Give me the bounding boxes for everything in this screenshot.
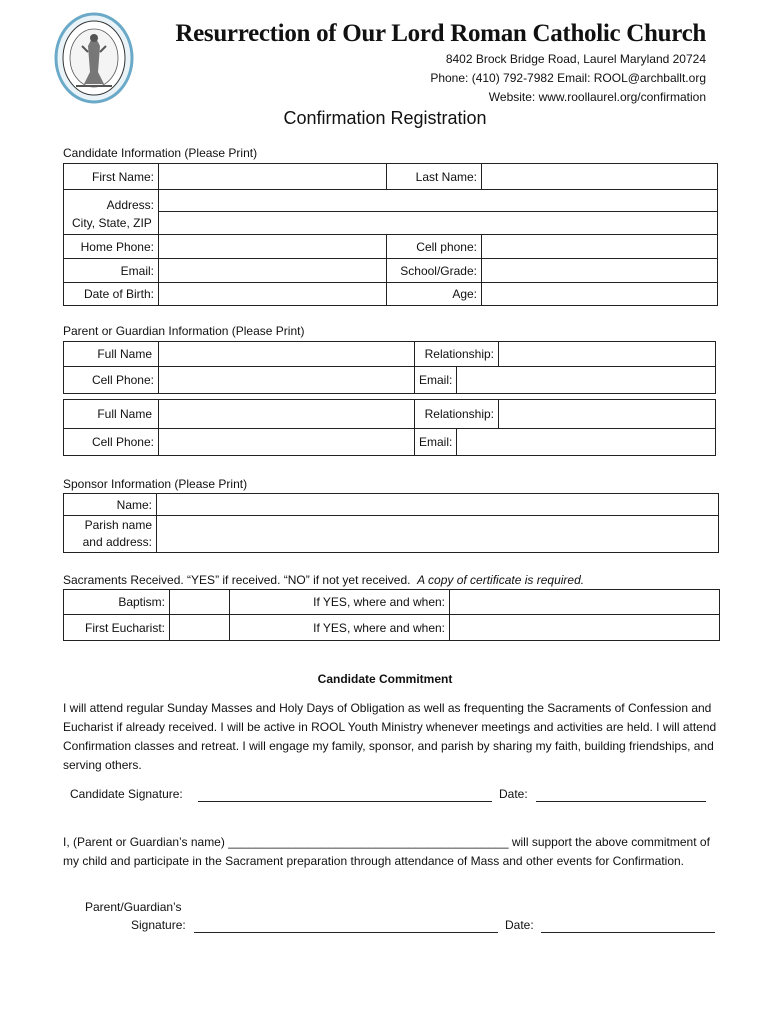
parent2-full-name-field[interactable]: [159, 400, 415, 429]
parent-heading: Parent or Guardian Information (Please Print): [63, 324, 305, 338]
parish-field[interactable]: [157, 516, 719, 553]
parent1-full-name-field[interactable]: [159, 342, 415, 367]
city-state-zip-field[interactable]: [159, 212, 718, 235]
age-field[interactable]: [482, 283, 718, 306]
baptism-label: Baptism:: [64, 590, 170, 615]
church-website: Website: www.roollaurel.org/confirmation: [488, 90, 706, 104]
church-address: 8402 Brock Bridge Road, Laurel Maryland 20724: [445, 52, 706, 66]
parent2-cell-phone-field[interactable]: [159, 429, 415, 456]
commitment-paragraph: I will attend regular Sunday Masses and Holy Days of Obligation as well as frequenting the Sacraments of Confession and Eucharist if already received. I will be active in ROOL Youth Ministry whenever meetings and activities are held. I will attend Confirmation classes and retreat. I will engage my family, sponsor, and parish by sharing my faith, building friendships, and serving others.: [63, 701, 717, 772]
parent1-cell-phone-label: Cell Phone:: [64, 367, 159, 394]
email-field[interactable]: [159, 259, 387, 283]
candidate-signature-line[interactable]: [198, 801, 492, 802]
parent-table-2: [63, 399, 716, 456]
parent2-full-name-label: Full Name: [64, 400, 159, 429]
eucharist-where-field[interactable]: [450, 615, 720, 641]
dob-field[interactable]: [159, 283, 387, 306]
parent2-email-label: Email:: [415, 429, 457, 456]
parent2-email-field[interactable]: [457, 429, 716, 456]
dob-label: Date of Birth:: [64, 283, 159, 306]
parish-label: [64, 516, 157, 553]
church-name: Resurrection of Our Lord Roman Catholic Church: [175, 20, 706, 47]
sacraments-heading: [63, 573, 584, 587]
church-seal-logo: [54, 12, 134, 104]
sponsor-heading: Sponsor Information (Please Print): [63, 477, 248, 491]
email-label: Email:: [64, 259, 159, 283]
parent-signature-line[interactable]: [194, 932, 498, 933]
first-name-label: First Name:: [64, 164, 159, 190]
baptism-where-label: If YES, where and when:: [230, 590, 450, 615]
last-name-label: Last Name:: [387, 164, 482, 190]
last-name-field[interactable]: [482, 164, 718, 190]
sponsor-table: [63, 493, 719, 553]
parent2-relationship-field[interactable]: [499, 400, 716, 429]
baptism-field[interactable]: [170, 590, 230, 615]
candidate-table: [63, 163, 718, 306]
school-grade-label: School/Grade:: [387, 259, 482, 283]
sacraments-heading-text: Sacraments Received. “YES” if received. “NO” if not yet received.: [63, 573, 411, 587]
parent-table-1: [63, 341, 716, 394]
eucharist-where-label: If YES, where and when:: [230, 615, 450, 641]
commitment-heading: Candidate Commitment: [317, 672, 453, 686]
sponsor-name-label: Name:: [64, 494, 157, 516]
candidate-date-line[interactable]: [536, 801, 706, 802]
baptism-where-field[interactable]: [450, 590, 720, 615]
form-title: Confirmation Registration: [283, 108, 487, 128]
sacraments-table: [63, 589, 720, 641]
cell-phone-field[interactable]: [482, 235, 718, 259]
address-label: Address:: [64, 190, 159, 212]
cell-phone-label: Cell phone:: [387, 235, 482, 259]
parent-date-line[interactable]: [541, 932, 715, 933]
eucharist-field[interactable]: [170, 615, 230, 641]
parent1-relationship-field[interactable]: [499, 342, 716, 367]
sponsor-name-field[interactable]: [157, 494, 719, 516]
sacraments-heading-note: A copy of certificate is required.: [417, 573, 585, 587]
parent1-cell-phone-field[interactable]: [159, 367, 415, 394]
parent2-relationship-label: Relationship:: [415, 400, 499, 429]
church-contact: Phone: (410) 792-7982 Email: ROOL@archballt.org: [430, 71, 706, 85]
parent-date-label: Date:: [505, 918, 534, 932]
candidate-signature-label: Candidate Signature:: [70, 787, 183, 801]
home-phone-label: Home Phone:: [64, 235, 159, 259]
parent-commitment-paragraph: I, (Parent or Guardian’s name) __________________________________________ will support the above commitment of my child and participate in the Sacrament preparation through attendance of Mass and other events for Confirmation.: [63, 835, 710, 868]
candidate-heading: Candidate Information (Please Print): [63, 146, 258, 160]
age-label: Age:: [387, 283, 482, 306]
city-state-zip-label: City, State, ZIP: [64, 212, 159, 235]
home-phone-field[interactable]: [159, 235, 387, 259]
address-field[interactable]: [159, 190, 718, 212]
parent1-email-label: Email:: [415, 367, 457, 394]
school-grade-field[interactable]: [482, 259, 718, 283]
parish-label-line2: and address:: [82, 535, 152, 549]
parent1-full-name-label: Full Name: [64, 342, 159, 367]
parent2-cell-phone-label: Cell Phone:: [64, 429, 159, 456]
candidate-date-label: Date:: [499, 787, 528, 801]
eucharist-label: First Eucharist:: [64, 615, 170, 641]
parent1-email-field[interactable]: [457, 367, 716, 394]
first-name-field[interactable]: [159, 164, 387, 190]
parent-signature-label-1: Parent/Guardian’s: [85, 900, 182, 914]
parent-signature-label-2: Signature:: [131, 918, 186, 932]
parent1-relationship-label: Relationship:: [415, 342, 499, 367]
parish-label-line1: Parish name: [84, 518, 152, 532]
